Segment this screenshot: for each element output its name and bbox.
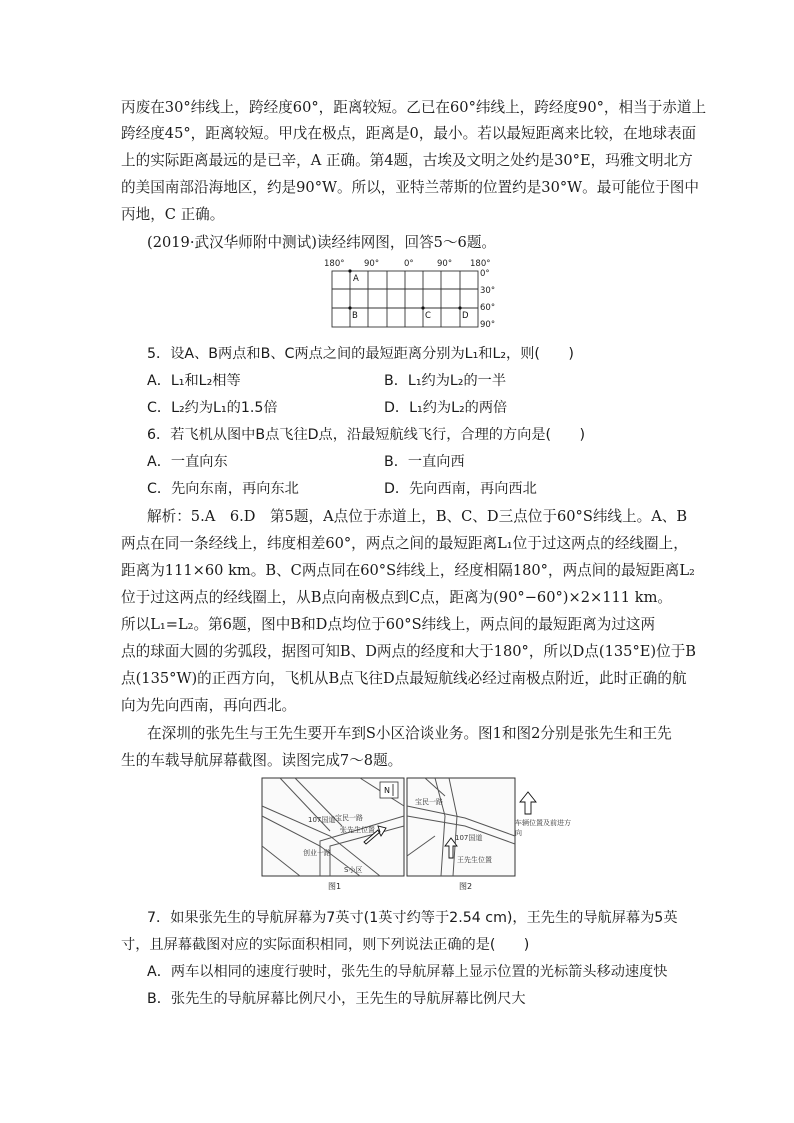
position-label-wang: 王先生位置 bbox=[457, 856, 492, 864]
point-label: C bbox=[425, 311, 431, 321]
point-label: B bbox=[352, 311, 358, 321]
destination-label: S小区 bbox=[344, 866, 363, 874]
figure-2-caption: 图2 bbox=[459, 882, 473, 891]
text-line: 丙地，C 正确。 bbox=[121, 206, 225, 223]
text-line: 点(135°W)的正西方向，飞机从B点飞往D点最短航线必经过南极点附近，此时正确的航 bbox=[121, 670, 687, 687]
road-label-baomin: 宝民一路 bbox=[415, 798, 443, 806]
legend-arrow-icon bbox=[520, 792, 536, 814]
point-c-marker bbox=[421, 306, 424, 309]
question-7-stem-line2: 寸，且屏幕截图对应的实际面积相同，则下列说法正确的是( ) bbox=[121, 937, 530, 953]
text-line: 解析：5.A 6.D 第5题，A点位于赤道上，B、C、D三点位于60°S纬线上。A、B bbox=[147, 508, 688, 525]
question-6-stem: 6．若飞机从图中B点飞往D点，沿最短航线飞行，合理的方向是( ) bbox=[147, 427, 586, 443]
legend-label: 车辆位置及前进方向 bbox=[515, 819, 571, 837]
q5-option-c: C．L₂约为L₁的1.5倍 bbox=[147, 400, 278, 416]
text-line: 点的球面大圆的劣弧段，据图可知B、D两点的经度和大于180°，所以D点(135°E)位于B bbox=[121, 643, 697, 660]
road-label-107: 107国道 bbox=[308, 816, 336, 824]
question-5-stem: 5．设A、B两点和B、C两点之间的最短距离分别为L₁和L₂，则( ) bbox=[147, 346, 574, 362]
q5-option-a: A．L₁和L₂相等 bbox=[147, 373, 241, 389]
point-label: D bbox=[462, 311, 469, 321]
text-line: 位于过这两点的经线圈上，从B点向南极点到C点，距离为(90°−60°)×2×111 km。 bbox=[121, 589, 673, 606]
figure-1-navigation-map bbox=[260, 776, 410, 894]
text-line: 跨经度45°，距离较短。甲戊在极点，距离是0，最小。若以最短距离来比较，在地球表面 bbox=[121, 125, 697, 142]
road-label-chuangye: 创业一路 bbox=[303, 849, 331, 857]
north-label: N bbox=[384, 786, 390, 795]
lon-label: 90° bbox=[364, 259, 380, 269]
text-line: 两点在同一条经线上，纬度相差60°，两点之间的最短距离L₁位于过这两点的经线圈上， bbox=[121, 535, 688, 552]
q7-option-b: B．张先生的导航屏幕比例尺小，王先生的导航屏幕比例尺大 bbox=[147, 991, 526, 1007]
text-line: 的美国南部沿海地区，约是90°W。所以，亚特兰蒂斯的位置约是30°W。最可能位于图中 bbox=[121, 179, 699, 196]
road-label-baomin: 宝民一路 bbox=[335, 814, 363, 822]
figure-2-navigation-map bbox=[405, 776, 585, 894]
q6-option-b: B．一直向西 bbox=[384, 454, 465, 470]
q6-option-c: C．先向东南，再向东北 bbox=[147, 481, 299, 497]
lon-label: 180° bbox=[470, 259, 491, 269]
point-b-marker bbox=[348, 306, 351, 309]
text-line: 所以L₁=L₂。第6题，图中B和D点均位于60°S纬线上，两点间的最短距离为过这两 bbox=[121, 616, 656, 633]
lon-label: 0° bbox=[404, 259, 414, 269]
q7-option-a: A．两车以相同的速度行驶时，张先生的导航屏幕上显示位置的光标箭头移动速度快 bbox=[147, 964, 668, 980]
figure-1-caption: 图1 bbox=[328, 882, 342, 891]
q6-option-a: A．一直向东 bbox=[147, 454, 228, 470]
lon-label: 90° bbox=[437, 259, 453, 269]
text-line: 丙废在30°纬线上，跨经度60°，距离较短。乙已在60°纬线上，跨经度90°，相当于赤道上 bbox=[121, 99, 707, 116]
point-d-marker bbox=[458, 306, 461, 309]
lat-label: 30° bbox=[480, 286, 496, 296]
lat-label: 90° bbox=[480, 320, 496, 330]
lat-label: 60° bbox=[480, 303, 496, 313]
q5-option-b: B．L₁约为L₂的一半 bbox=[384, 373, 507, 389]
text-line: 在深圳的张先生与王先生要开车到S小区洽谈业务。图1和图2分别是张先生和王先 bbox=[147, 725, 672, 742]
question-intro: (2019·武汉华师附中测试)读经纬网图，回答5～6题。 bbox=[147, 234, 497, 251]
q6-option-d: D．先向西南，再向西北 bbox=[384, 481, 537, 497]
q5-option-d: D．L₁约为L₂的两倍 bbox=[384, 400, 508, 416]
lon-label: 180° bbox=[324, 259, 345, 269]
lat-label: 0° bbox=[480, 269, 490, 279]
text-line: 生的车载导航屏幕截图。读图完成7～8题。 bbox=[121, 752, 403, 769]
road-label-107: 107国道 bbox=[455, 834, 483, 842]
text-line: 向为先向西南，再向西北。 bbox=[121, 697, 297, 714]
question-7-stem-line1: 7．如果张先生的导航屏幕为7英寸(1英寸约等于2.54 cm)，王先生的导航屏幕为5英 bbox=[147, 910, 678, 926]
point-a-marker bbox=[348, 269, 351, 272]
graticule-map bbox=[320, 256, 500, 334]
text-line: 上的实际距离最远的是已辛，A 正确。第4题，古埃及文明之处约是30°E，玛雅文明北方 bbox=[121, 152, 693, 169]
text-line: 距离为111×60 km。B、C两点同在60°S纬线上，经度相隔180°，两点间的最短距离L₂ bbox=[121, 562, 695, 579]
point-label: A bbox=[353, 274, 359, 284]
position-label-zhang: 张先生位置 bbox=[340, 826, 375, 834]
